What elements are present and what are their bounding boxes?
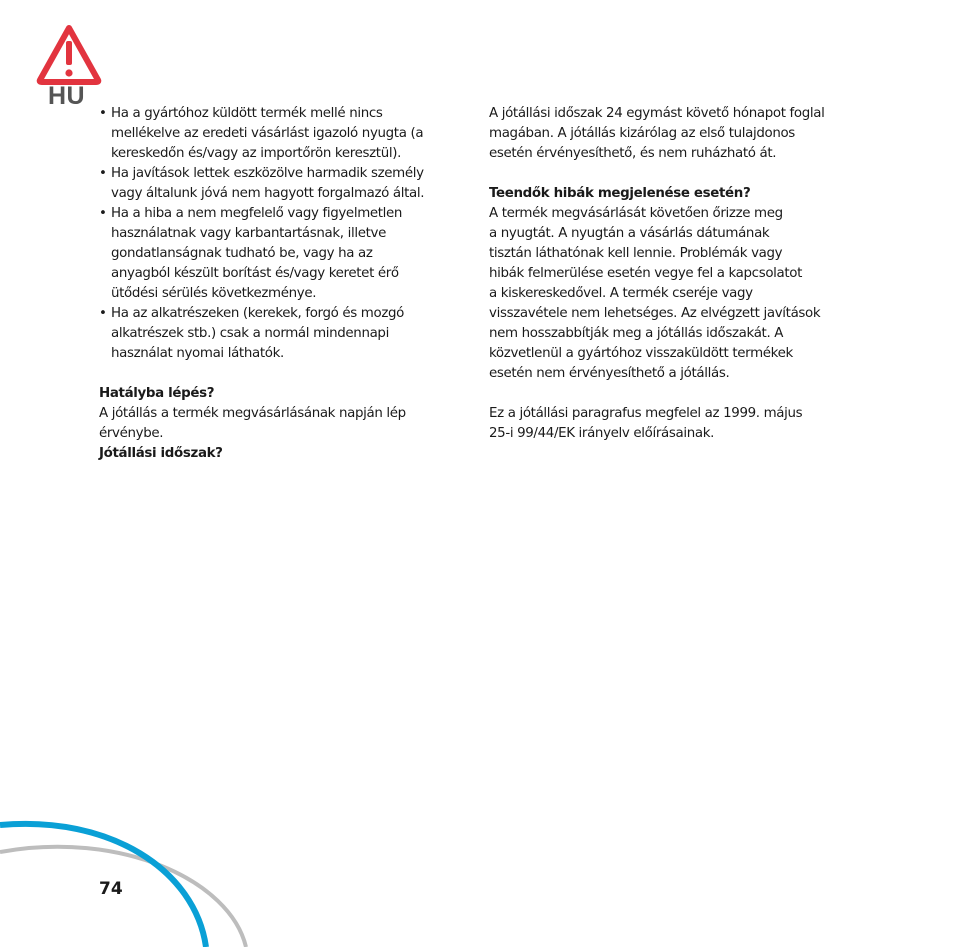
list-item xyxy=(99,164,469,204)
text-defects: A termék megvásárlását követően őrizze meg a nyugtát. A nyugtán a vásárlás dátumának tisztán láthatónak kell lennie. Problémák vagy hibák felmerülése esetén vegye fel a kapcsolatot a kiskereskedővel. A termék cseréje vagy visszavétele nem lehetséges. Az elvégzett javítások nem hosszabbítják meg a jótállás időszakát. A közvetlenül a gyártóhoz visszaküldött termékek esetén nem érvényesíthető a jótállás. xyxy=(489,206,821,381)
left-column xyxy=(99,104,469,464)
decorative-arcs xyxy=(0,800,260,947)
exclusion-list xyxy=(99,104,469,364)
list-item xyxy=(99,204,469,304)
bullet-symbol: • xyxy=(99,106,107,121)
list-item-text: Ha a hiba a nem megfelelő vagy figyelmetlen használatnak vagy karbantartásnak, illetve gondatlanságnak tudható be, vagy ha az anyagból készült borítást és/vagy keretet érő ütődési sérülés következménye. xyxy=(111,206,403,301)
bullet-symbol: • xyxy=(99,166,107,181)
list-item-text: Ha a gyártóhoz küldött termék mellé nincs mellékelve az eredeti vásárlást igazoló nyugta (a kereskedőn és/vagy az importőrön keresztül). xyxy=(111,106,424,161)
list-item xyxy=(99,304,469,364)
bullet-symbol: • xyxy=(99,206,107,221)
text-warranty-period: A jótállási időszak 24 egymást követő hónapot foglal magában. A jótállás kizárólag az első tulajdonos esetén érvényesíthető, és nem ruházható át. xyxy=(489,106,825,161)
right-column xyxy=(489,104,869,444)
list-item-text: Ha az alkatrészeken (kerekek, forgó és mozgó alkatrészek stb.) csak a normál mindennapi használat nyomai láthatók. xyxy=(111,306,405,361)
text-effective: A jótállás a termék megvásárlásának napján lép érvénybe. xyxy=(99,406,406,441)
heading-warranty-period: Jótállási időszak? xyxy=(99,446,223,461)
page-number: 74 xyxy=(99,879,123,899)
language-code: HU xyxy=(48,82,86,110)
bullet-symbol: • xyxy=(99,306,107,321)
warning-triangle-icon xyxy=(36,24,102,86)
list-item-text: Ha javítások lettek eszközölve harmadik személy vagy általunk jóvá nem hagyott forgalmazó által. xyxy=(111,166,425,201)
list-item xyxy=(99,104,469,164)
heading-effective: Hatályba lépés? xyxy=(99,386,215,401)
heading-defects: Teendők hibák megjelenése esetén? xyxy=(489,186,751,201)
text-directive: Ez a jótállási paragrafus megfelel az 1999. május 25-i 99/44/EK irányelv előírásainak. xyxy=(489,406,803,441)
